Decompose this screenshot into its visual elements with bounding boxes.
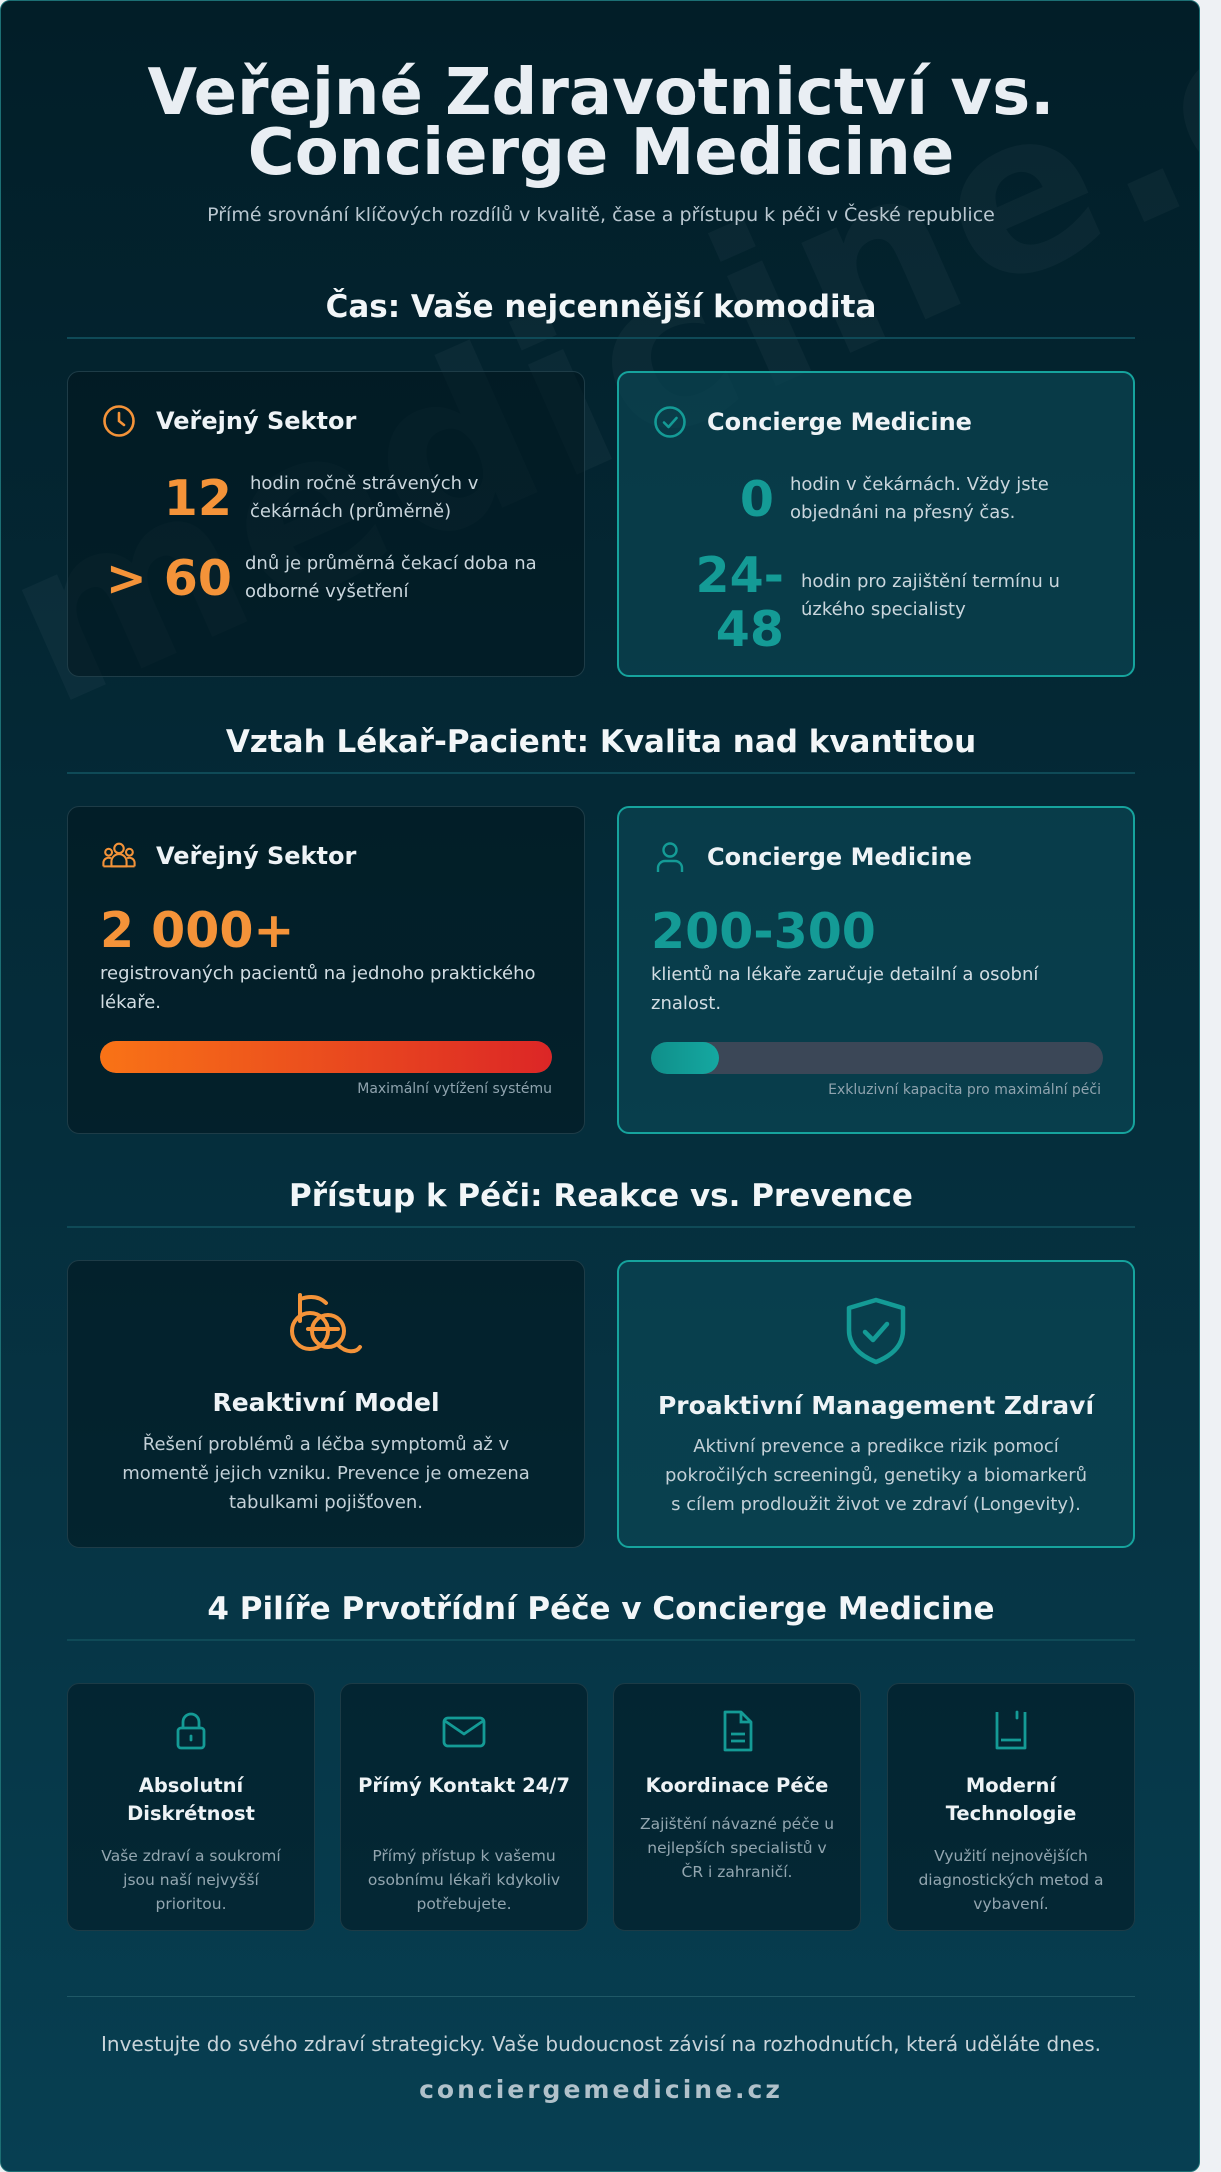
load-bar-fill xyxy=(100,1041,552,1073)
check-circle-icon xyxy=(653,405,687,439)
proactive-title: Proaktivní Management Zdraví xyxy=(657,1391,1095,1420)
section-title-time: Čas: Vaše nejcennější komodita xyxy=(325,289,877,325)
bar-caption: Exkluzivní kapacita pro maximální péči xyxy=(828,1082,1101,1098)
page-subtitle: Přímé srovnání klíčových rozdílů v kvalitě, čase a přístupu k péči v České republice xyxy=(207,204,995,226)
card-relation-public xyxy=(67,806,585,1134)
stat-value-range xyxy=(649,549,784,657)
bar-caption: Maximální vytížení systému xyxy=(357,1081,552,1097)
footer-divider xyxy=(67,1996,1135,1997)
reactive-text: Řešení problémů a léčba symptomů až v momentě jejich vzniku. Prevence je omezena tabulkami pojišťoven. xyxy=(122,1434,530,1513)
card-time-concierge xyxy=(617,371,1135,677)
card-proactive xyxy=(617,1260,1135,1548)
section-title-pillars: 4 Pilíře Prvotřídní Péče v Concierge Medicine xyxy=(207,1591,995,1627)
lock-icon xyxy=(68,1710,314,1752)
section-title-access: Přístup k Péči: Reakce vs. Prevence xyxy=(289,1178,913,1214)
pillar-card-discretion xyxy=(67,1683,315,1931)
stat-value-part: 24- xyxy=(695,547,784,604)
section-divider xyxy=(67,1639,1135,1641)
band-aid-icon xyxy=(68,1291,584,1357)
stat-value: 12 xyxy=(163,470,232,527)
proactive-text: Aktivní prevence a predikce rizik pomocí pokročilých screeningů, genetiky a biomarkerů s cílem prodloužit život ve zdraví (Longevity). xyxy=(665,1436,1087,1515)
stat-value-part: 48 xyxy=(715,601,784,658)
patient-count-value: 2 000+ xyxy=(100,902,295,959)
pillar-card-coordination xyxy=(613,1683,861,1931)
card-heading-label: Concierge Medicine xyxy=(707,843,972,871)
document-icon xyxy=(614,1710,860,1752)
section-title-relation: Vztah Lékař-Pacient: Kvalita nad kvantitou xyxy=(225,724,977,760)
people-icon xyxy=(102,839,136,873)
footer-website-link[interactable]: conciergemedicine.cz xyxy=(419,2075,783,2104)
pillar-title: Moderní Technologie xyxy=(945,1774,1077,1825)
shield-check-icon xyxy=(619,1296,1133,1366)
stat-value: > 60 xyxy=(105,550,232,607)
load-bar xyxy=(100,1041,552,1073)
pillar-text: Zajištění návazné péče u nejlepších specialistů v ČR i zahraničí. xyxy=(639,1815,835,1881)
card-relation-concierge xyxy=(617,806,1135,1134)
card-heading xyxy=(102,839,356,873)
card-heading-label: Veřejný Sektor xyxy=(156,407,357,435)
card-reactive xyxy=(67,1260,585,1548)
clock-icon xyxy=(102,404,136,438)
section-divider xyxy=(67,337,1135,339)
stat-text: hodin v čekárnách. Vždy jste objednáni na přesný čas. xyxy=(790,474,1049,523)
card-heading xyxy=(653,405,972,439)
device-icon xyxy=(888,1710,1134,1752)
card-time-public xyxy=(67,371,585,677)
capacity-bar-fill xyxy=(651,1042,719,1074)
pillar-title: Koordinace Péče xyxy=(645,1774,829,1797)
footer-text: Investujte do svého zdraví strategicky. Vaše budoucnost závisí na rozhodnutích, která uděláte dnes. xyxy=(101,2032,1101,2056)
title-line-2: Concierge Medicine xyxy=(247,116,955,190)
pillar-card-contact xyxy=(340,1683,588,1931)
client-count-value: 200-300 xyxy=(651,903,876,960)
title-line-1: Veřejné Zdravotnictví vs. xyxy=(147,56,1055,130)
card-heading xyxy=(653,840,972,874)
mail-icon xyxy=(341,1710,587,1752)
section-divider xyxy=(67,772,1135,774)
card-heading xyxy=(102,404,356,438)
pillar-card-technology xyxy=(887,1683,1135,1931)
pillar-text: Přímý přístup k vašemu osobnímu lékaři kdykoliv potřebujete. xyxy=(367,1847,561,1913)
card-heading-label: Concierge Medicine xyxy=(707,408,972,436)
reactive-title: Reaktivní Model xyxy=(212,1388,440,1417)
user-icon xyxy=(653,840,687,874)
client-count-text: klientů na lékaře zaručuje detailní a osobní znalost. xyxy=(651,964,1039,1014)
stat-text: dnů je průměrná čekací doba na odborné vyšetření xyxy=(245,553,537,602)
page-title xyxy=(67,56,1135,190)
stat-text: hodin pro zajištění termínu u úzkého specialisty xyxy=(801,571,1060,620)
capacity-bar xyxy=(651,1042,1103,1074)
patient-count-text: registrovaných pacientů na jednoho praktického lékaře. xyxy=(100,963,536,1013)
pillar-text: Využití nejnovějších diagnostických metod a vybavení. xyxy=(918,1847,1104,1913)
card-heading-label: Veřejný Sektor xyxy=(156,842,357,870)
pillar-title: Přímý Kontakt 24/7 xyxy=(358,1774,570,1797)
stat-value: 0 xyxy=(739,471,774,528)
pillar-title: Absolutní Diskrétnost xyxy=(127,1774,255,1825)
section-divider xyxy=(67,1226,1135,1228)
stat-text: hodin ročně strávených v čekárnách (průměrně) xyxy=(250,473,479,522)
pillar-text: Vaše zdraví a soukromí jsou naší nejvyšší prioritou. xyxy=(101,1847,281,1913)
